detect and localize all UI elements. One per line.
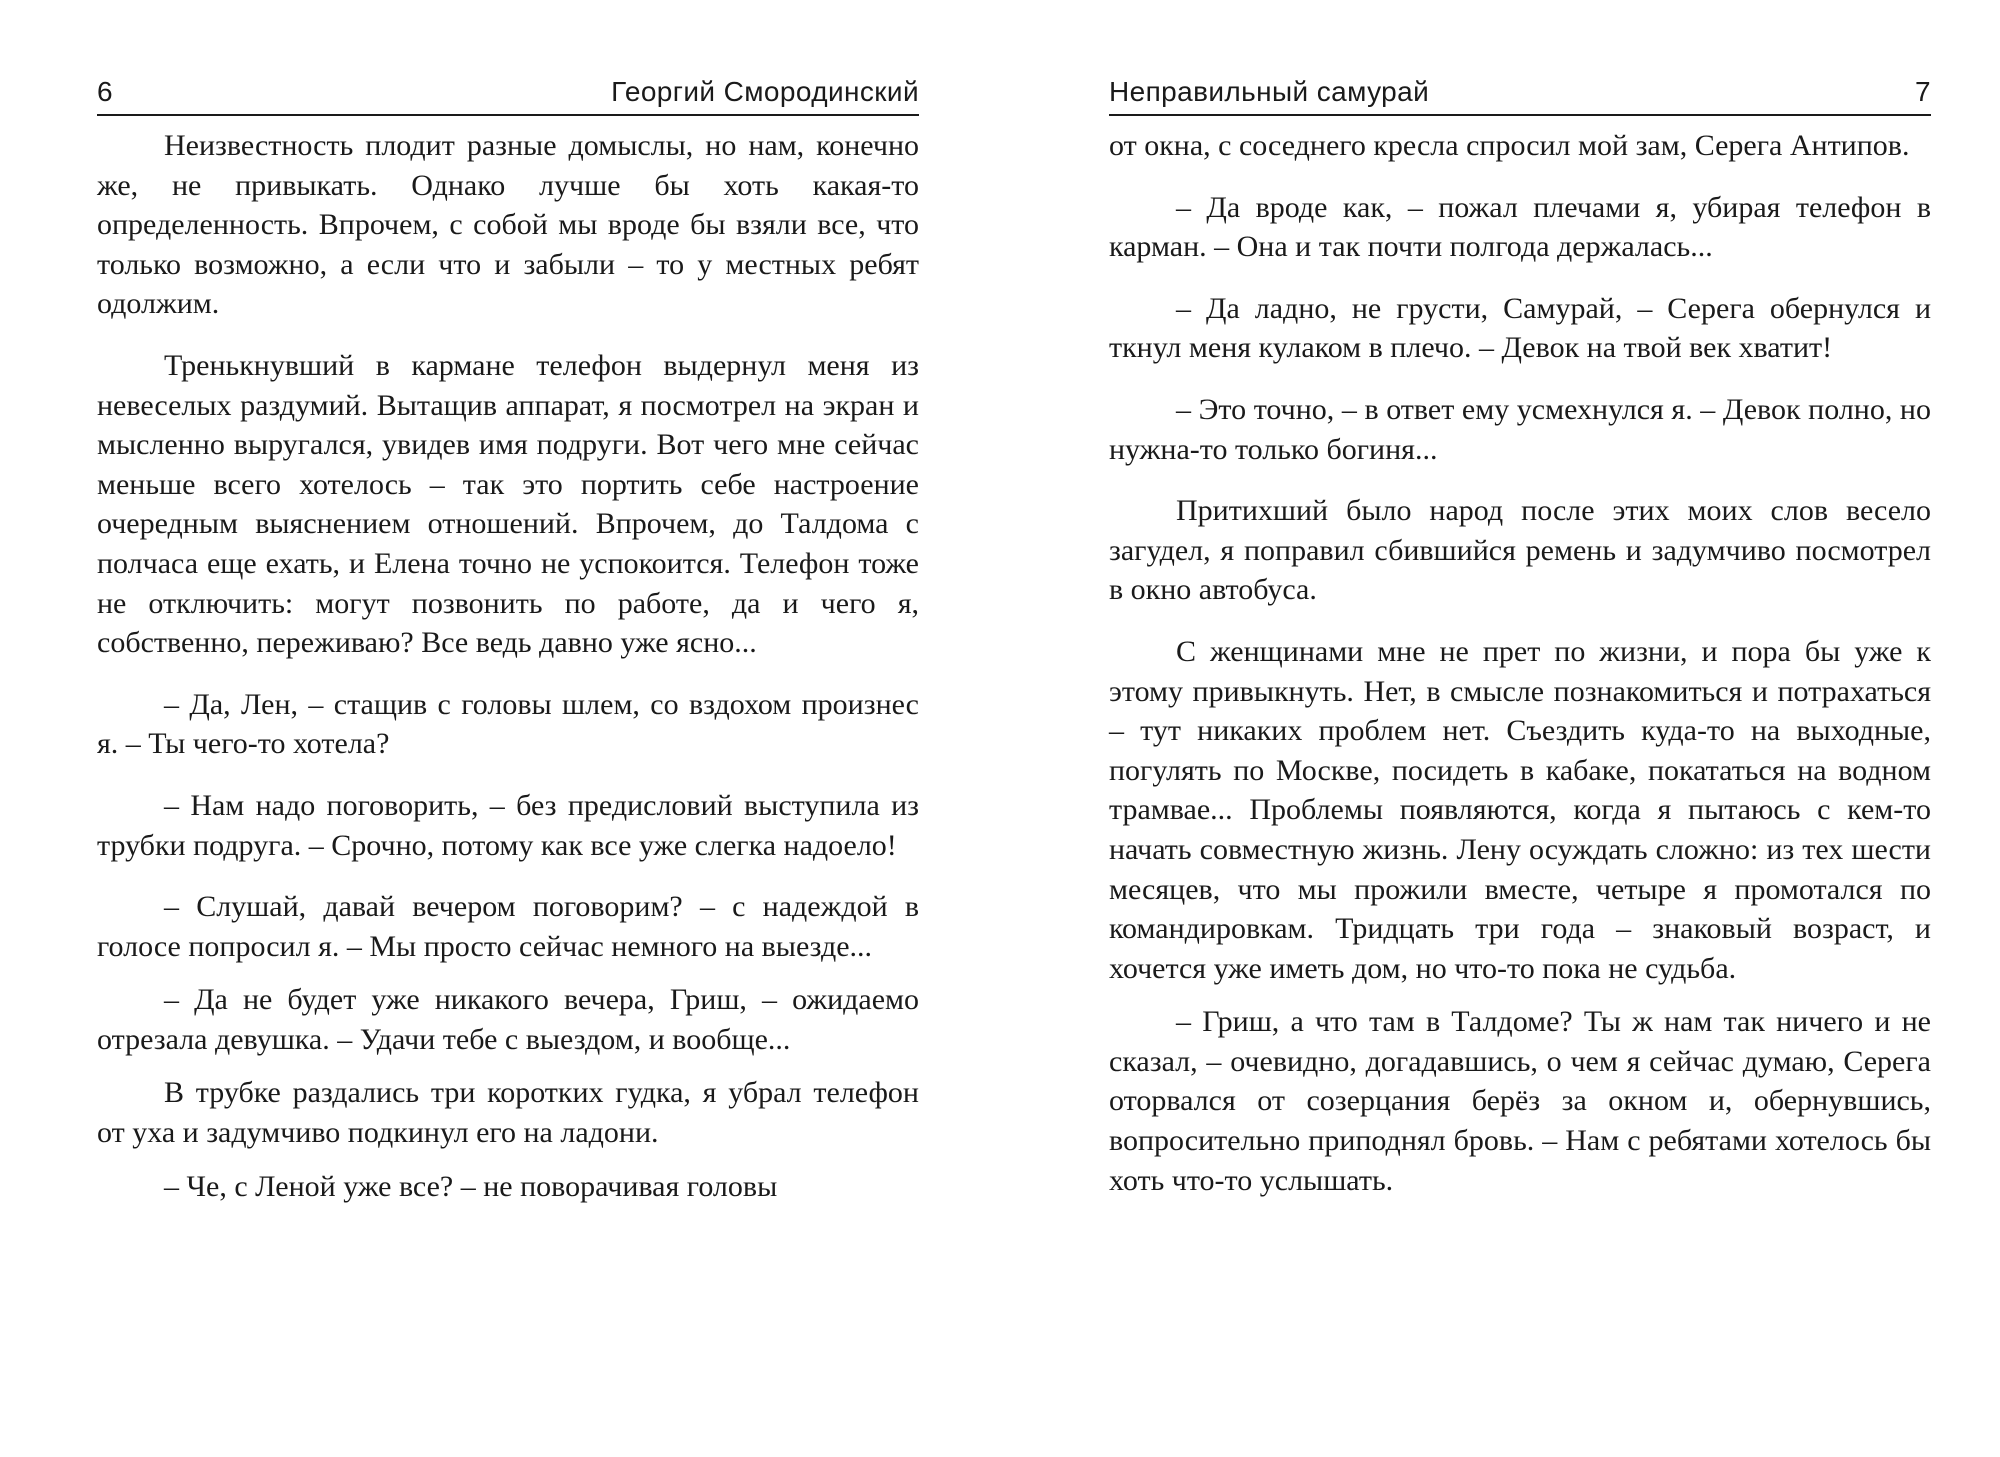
left-running-head bbox=[97, 70, 919, 116]
paragraph: – Че, с Леной уже все? – не поворачивая головы bbox=[164, 1169, 778, 1203]
right-body-text bbox=[1109, 126, 1931, 1222]
left-body-text bbox=[97, 126, 919, 1228]
page-number: 7 bbox=[1915, 76, 1931, 107]
paragraph: – Да вроде как, – пожал плечами я, убирая телефон в карман. – Она и так почти полгода держалась... bbox=[1109, 190, 1931, 264]
paragraph: от окна, с соседнего кресла спросил мой зам, Серега Антипов. bbox=[1109, 129, 1910, 162]
paragraph: – Да, Лен, – стащив с головы шлем, со вздохом произнес я. – Ты чего-то хотела? bbox=[97, 687, 919, 761]
paragraph: Притихший было народ после этих моих слов весело загудел, я поправил сбившийся ремень и задумчиво посмотрел в окно автобуса. bbox=[1109, 494, 1931, 607]
paragraph: – Это точно, – в ответ ему усмехнулся я. – Девок полно, но нужна-то только богиня... bbox=[1109, 392, 1931, 466]
left-page bbox=[97, 0, 919, 1457]
right-page bbox=[1109, 0, 1931, 1457]
paragraph: Тренькнувший в кармане телефон выдернул меня из невеселых раздумий. Вытащив аппарат, я посмотрел на экран и мысленно выругался, увидев имя подруги. Вот чего мне сейчас меньше всего хотелось – так это портить себе настроение очередным выяснением отношений. Впрочем, до Талдома с полчаса еще ехать, и Елена точно не успокоится. Телефон тоже не отключить: могут позвонить по работе, да и чего я, собственно, переживаю? Все ведь давно уже ясно... bbox=[97, 348, 919, 660]
paragraph: Неизвестность плодит разные домыслы, но нам, конечно же, не привыкать. Однако лучше бы хоть какая-то определенность. Впрочем, с собой мы вроде бы взяли все, что только возможно, а если что и забыли – то у местных ребят одолжим. bbox=[97, 129, 919, 321]
paragraph: – Слушай, давай вечером поговорим? – с надеждой в голосе попросил я. – Мы просто сейчас немного на выезде... bbox=[97, 890, 919, 963]
author-name: Георгий Смородинский bbox=[611, 76, 919, 107]
paragraph: – Нам надо поговорить, – без предисловий выступила из трубки подруга. – Срочно, потому как все уже слегка надоело! bbox=[97, 788, 919, 862]
paragraph: – Да не будет уже никакого вечера, Гриш, – ожидаемо отрезала девушка. – Удачи тебе с выездом, и вообще... bbox=[97, 983, 919, 1056]
paragraph: С женщинами мне не прет по жизни, и пора бы уже к этому привыкнуть. Нет, в смысле познакомиться и потрахаться – тут никаких проблем нет. Съездить куда-то на выходные, погулять по Москве, посидеть в кабаке, покататься на водном трамвае... Проблемы появляются, когда я пытаюсь с кем-то начать совместную жизнь. Лену осуждать сложно: из тех шести месяцев, что мы прожили вместе, четыре я промотался по командировкам. Тридцать три года – знаковый возраст, и хочется уже иметь дом, но что-то пока не судьба. bbox=[1109, 634, 1931, 985]
paragraph: В трубке раздались три коротких гудка, я убрал телефон от уха и задумчиво подкинул его на ладони. bbox=[97, 1076, 919, 1150]
paragraph: – Да ладно, не грусти, Самурай, – Серега обернулся и ткнул меня кулаком в плечо. – Девок на твой век хватит! bbox=[1109, 291, 1931, 365]
book-title: Неправильный самурай bbox=[1109, 76, 1430, 107]
paragraph: – Гриш, а что там в Талдоме? Ты ж нам так ничего и не сказал, – очевидно, догадавшись, о чем я сейчас думаю, Серега оторвался от созерцания берёз за окном и, обернувшись, вопросительно приподнял бровь. – Нам с ребятами хотелось бы хоть что-то услышать. bbox=[1109, 1005, 1931, 1197]
right-running-head bbox=[1109, 70, 1931, 116]
page-number: 6 bbox=[97, 76, 113, 107]
